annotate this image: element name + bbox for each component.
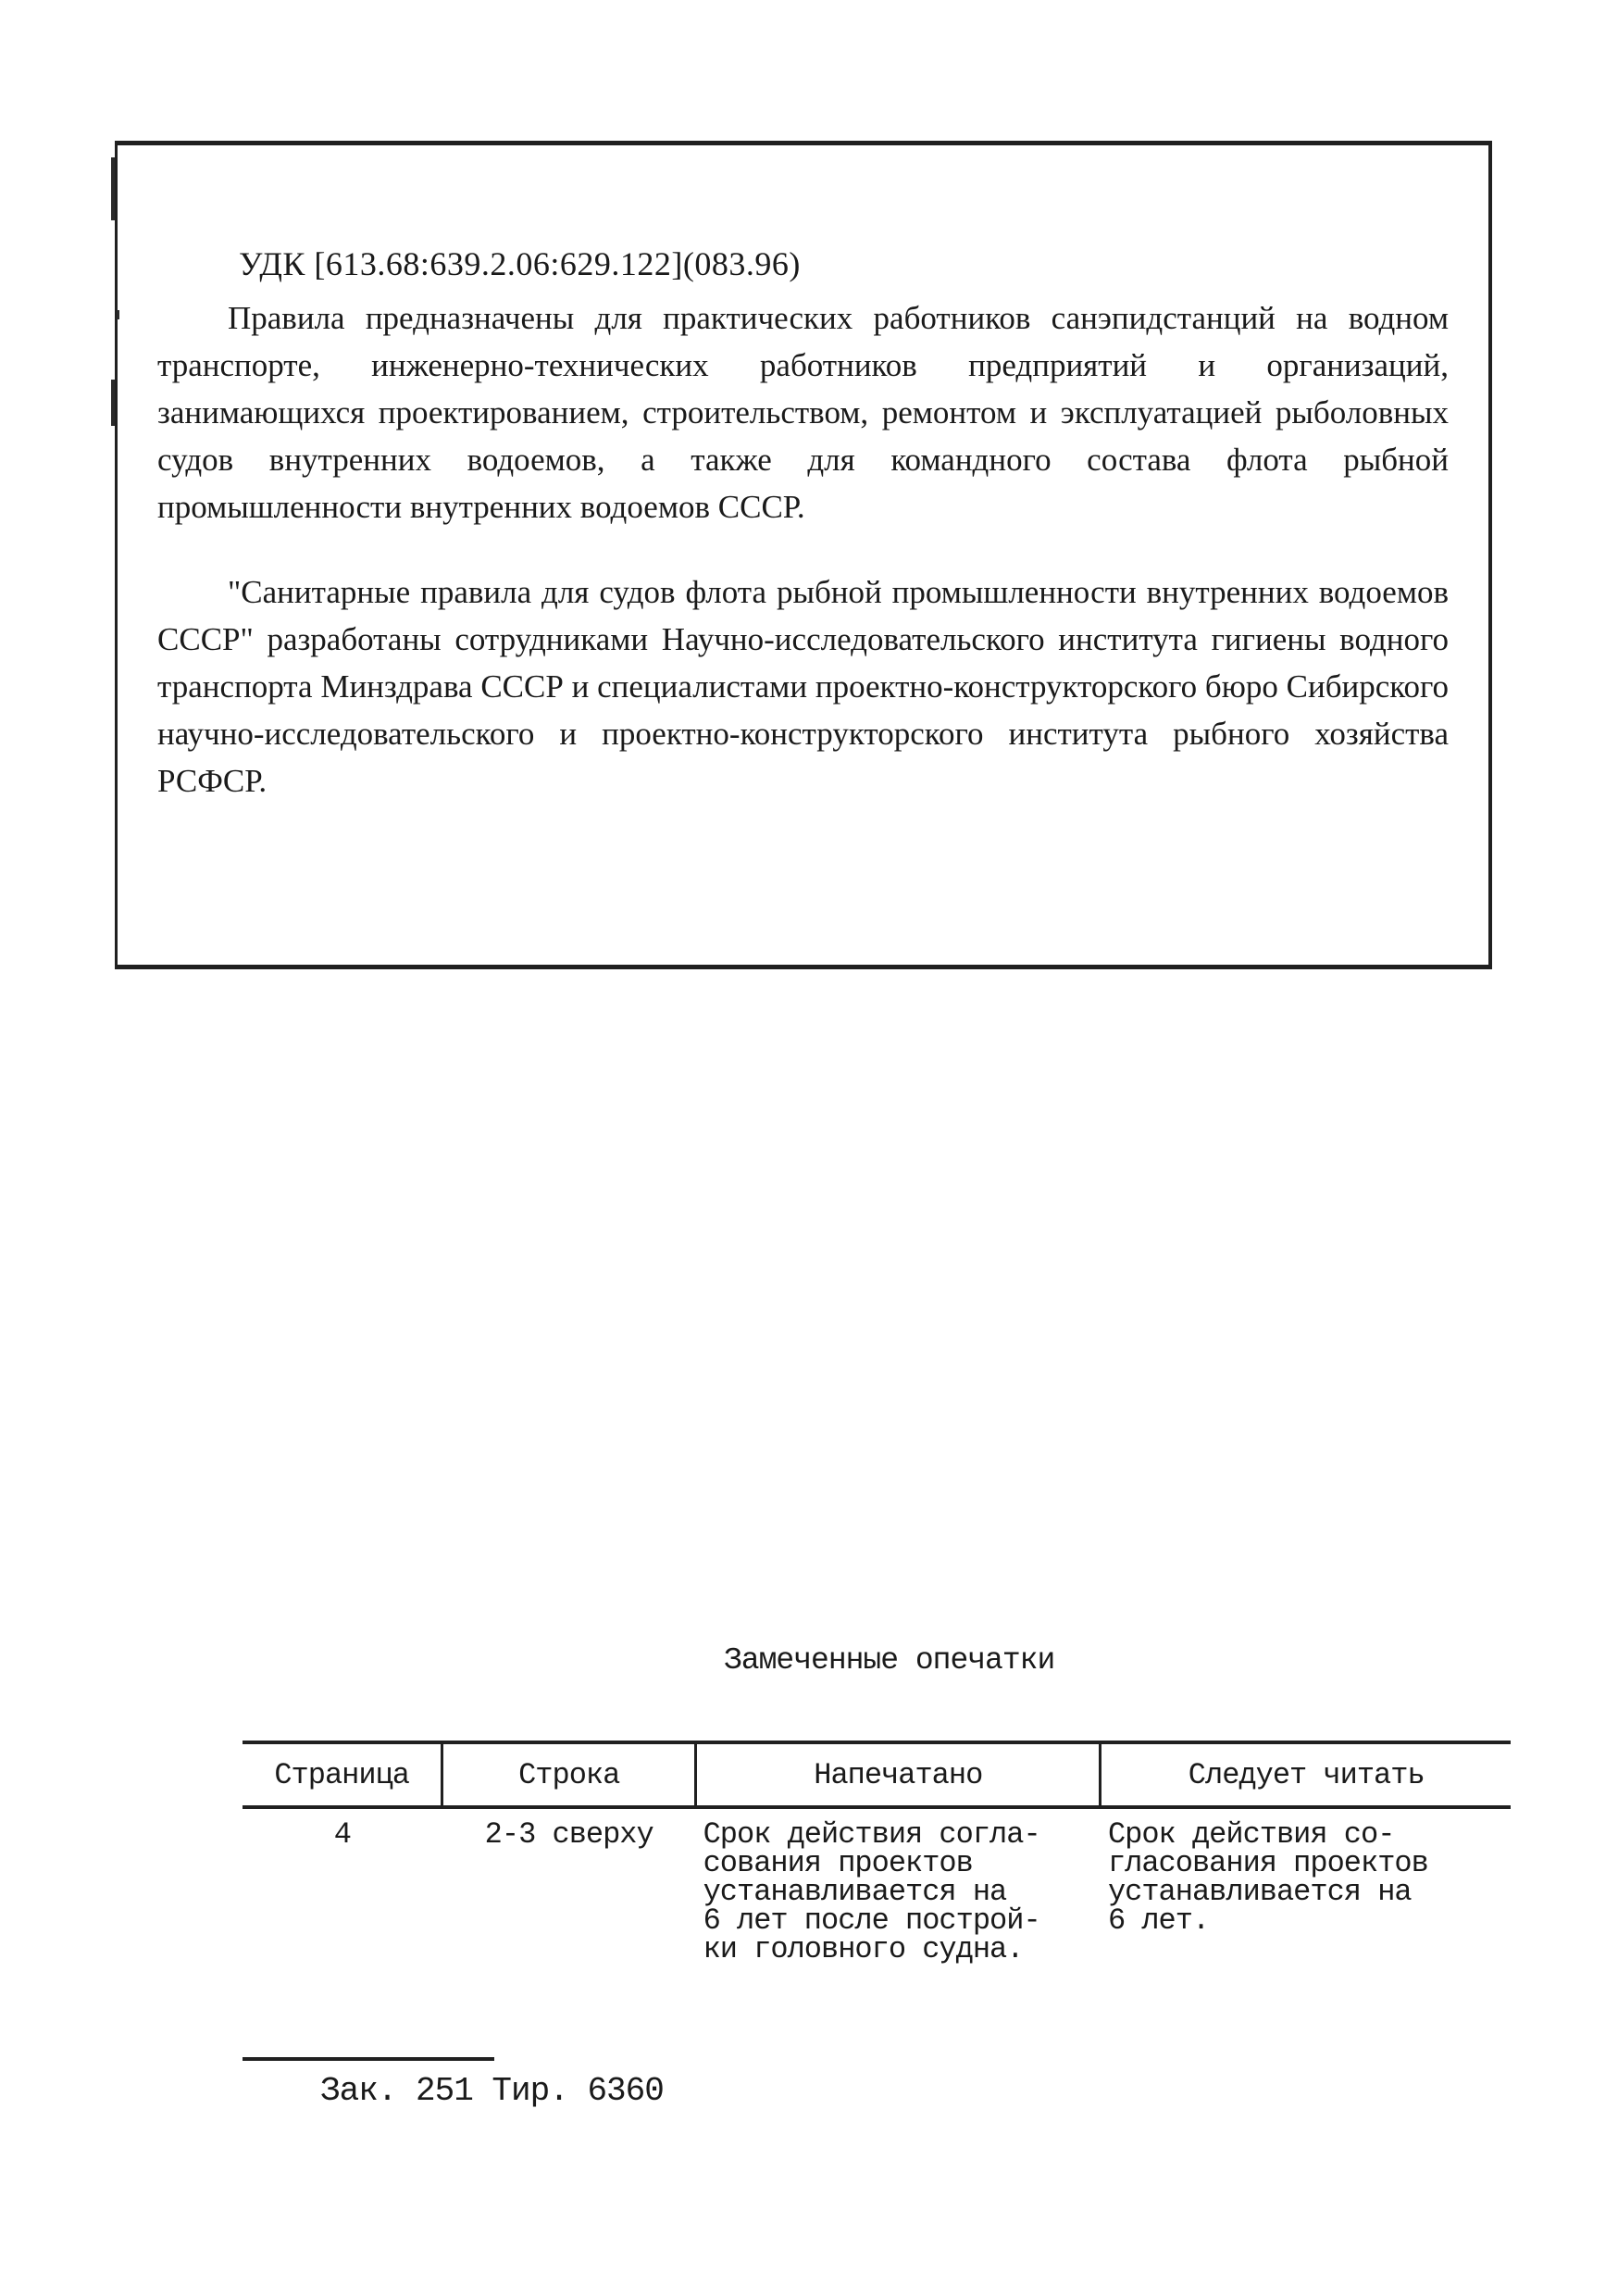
correct-line: устанавливается на: [1107, 1875, 1412, 1909]
errata-table: [243, 1741, 1511, 1964]
header-page: Страница: [243, 1742, 442, 1807]
header-printed: Напечатано: [696, 1742, 1101, 1807]
errata-title: Замеченные опечатки: [724, 1643, 1055, 1678]
printed-line: Срок действия согла-: [703, 1817, 1040, 1852]
cell-printed: [696, 1807, 1101, 1964]
errata-header-row: [243, 1742, 1511, 1807]
udk-code: УДК [613.68:639.2.06:629.122](083.96): [239, 245, 801, 282]
table-row: [243, 1807, 1511, 1964]
print-imprint: Зак. 251 Тир. 6360: [320, 2072, 664, 2110]
abstract-paragraph-1: Правила предназначены для практических работников санэпидстанций на водном транспорте, инженерно-технических работников предприятий и организаций, занимающихся проектированием, строительством, ремонтом и эксплуатацией рыболовных судов внутренних водоемов, а также для командного состава флота рыбной промышленности внутренних водоемов СССР.: [157, 300, 1449, 525]
scan-margin-mark: [117, 310, 119, 319]
cell-line: 2-3 сверху: [484, 1817, 653, 1852]
cell-correct: [1101, 1807, 1511, 1964]
cell-page: 4: [333, 1817, 351, 1852]
correct-line: 6 лет.: [1107, 1903, 1210, 1938]
correct-line: Срок действия со-: [1107, 1817, 1395, 1852]
scan-margin-mark: [111, 380, 115, 426]
printed-line: 6 лет после построй-: [703, 1903, 1040, 1938]
printed-line: устанавливается на: [703, 1875, 1007, 1909]
scan-margin-mark: [111, 157, 115, 220]
correct-line: гласования проектов: [1107, 1846, 1428, 1880]
header-correct: Следует читать: [1188, 1757, 1425, 1792]
footer-rule: [243, 2057, 494, 2061]
abstract-paragraph-2: "Санитарные правила для судов флота рыбной промышленности внутренних водоемов СССР" разработаны сотрудниками Научно-исследовательского института гигиены водного транспорта Минздрава СССР и специалистами проектно-конструкторского бюро Сибирского научно-исследовательского и проектно-конструкторского института рыбного хозяйства РСФСР.: [157, 574, 1449, 799]
header-line: Строка: [442, 1742, 696, 1807]
printed-line: сования проектов: [703, 1846, 973, 1880]
printed-line: ки головного судна.: [703, 1932, 1024, 1966]
